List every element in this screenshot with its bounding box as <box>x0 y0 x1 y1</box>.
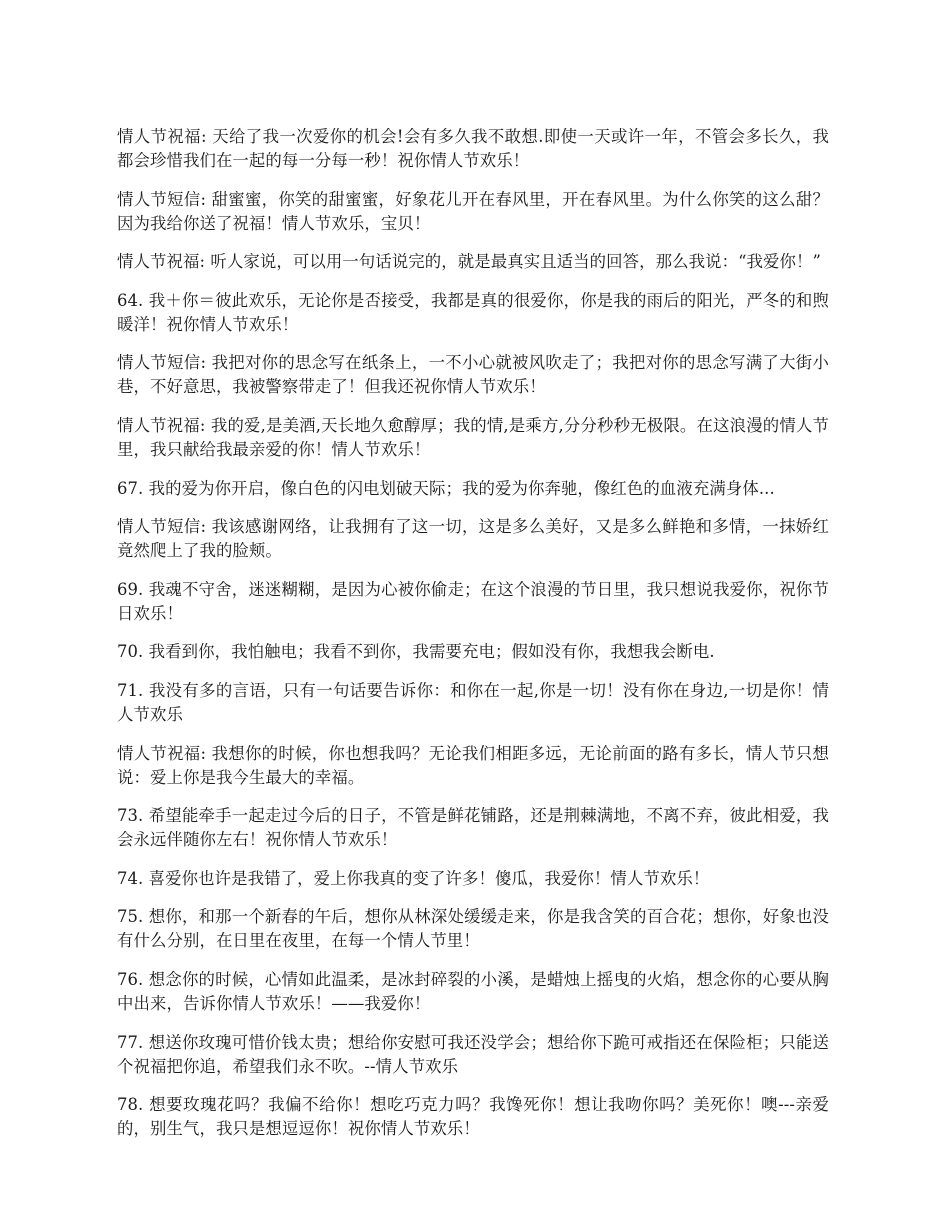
paragraph: 70. 我看到你，我怕触电；我看不到你，我需要充电；假如没有你，我想我会断电. <box>117 642 715 662</box>
paragraph: 75. 想你，和那一个新春的午后，想你从林深处缓缓走来，你是我含笑的百合花；想你，好象也没有什么分别，在日里在夜里，在每一个情人节里！ <box>117 907 829 951</box>
paragraph: 74. 喜爱你也许是我错了，爱上你我真的变了许多！傻瓜，我爱你！情人节欢乐！ <box>117 868 710 888</box>
paragraph: 情人节短信: 我把对你的思念写在纸条上，一不小心就被风吹走了；我把对你的思念写满了大街小巷，不好意思，我被警察带走了！但我还祝你情人节欢乐！ <box>117 353 829 397</box>
paragraph: 73. 希望能牵手一起走过今后的日子，不管是鲜花铺路，还是荆棘满地，不离不弃，彼此相爱，我会永远伴随你左右！祝你情人节欢乐！ <box>117 806 829 850</box>
paragraph: 情人节祝福: 听人家说，可以用一句话说完的，就是最真实且适当的回答，那么我说：“我爱你！” <box>117 252 822 272</box>
paragraph: 情人节祝福: 我的爱,是美酒,天长地久愈醇厚；我的情,是乘方,分分秒秒无极限。在这浪漫的情人节里，我只献给我最亲爱的你！情人节欢乐！ <box>117 415 829 459</box>
paragraph: 情人节短信: 甜蜜蜜，你笑的甜蜜蜜，好象花儿开在春风里，开在春风里。为什么你笑的这么甜？因为我给你送了祝福！情人节欢乐，宝贝！ <box>117 189 829 233</box>
paragraph: 76. 想念你的时候，心情如此温柔，是冰封碎裂的小溪，是蜡烛上摇曳的火焰，想念你的心要从胸中出来，告诉你情人节欢乐！——我爱你！ <box>117 969 829 1013</box>
document-body <box>117 125 829 1156</box>
paragraph: 77. 想送你玫瑰可惜价钱太贵；想给你安慰可我还没学会；想给你下跪可戒指还在保险柜；只能送个祝福把你追，希望我们永不吹。--情人节欢乐 <box>117 1032 829 1076</box>
paragraph: 64. 我＋你＝彼此欢乐，无论你是否接受，我都是真的很爱你，你是我的雨后的阳光，严冬的和煦暖洋！祝你情人节欢乐！ <box>117 290 829 334</box>
paragraph: 78. 想要玫瑰花吗？我偏不给你！想吃巧克力吗？我馋死你！想让我吻你吗？美死你！噢---亲爱的，别生气，我只是想逗逗你！祝你情人节欢乐！ <box>117 1095 829 1139</box>
paragraph: 情人节祝福: 我想你的时候，你也想我吗？无论我们相距多远，无论前面的路有多长，情人节只想说：爱上你是我今生最大的幸福。 <box>117 743 829 787</box>
paragraph: 71. 我没有多的言语，只有一句话要告诉你：和你在一起,你是一切！没有你在身边,一切是你！情人节欢乐 <box>117 680 829 724</box>
paragraph: 情人节祝福: 天给了我一次爱你的机会!会有多久我不敢想.即使一天或许一年，不管会多长久，我都会珍惜我们在一起的每一分每一秒！祝你情人节欢乐！ <box>117 127 829 170</box>
paragraph: 67. 我的爱为你开启，像白色的闪电划破天际；我的爱为你奔驰，像红色的血液充满身体... <box>117 478 775 498</box>
paragraph: 69. 我魂不守舍，迷迷糊糊，是因为心被你偷走；在这个浪漫的节日里，我只想说我爱你，祝你节日欢乐！ <box>117 579 829 623</box>
paragraph: 情人节短信: 我该感谢网络，让我拥有了这一切，这是多么美好，又是多么鲜艳和多情，一抹娇红竟然爬上了我的脸颊。 <box>117 517 829 561</box>
